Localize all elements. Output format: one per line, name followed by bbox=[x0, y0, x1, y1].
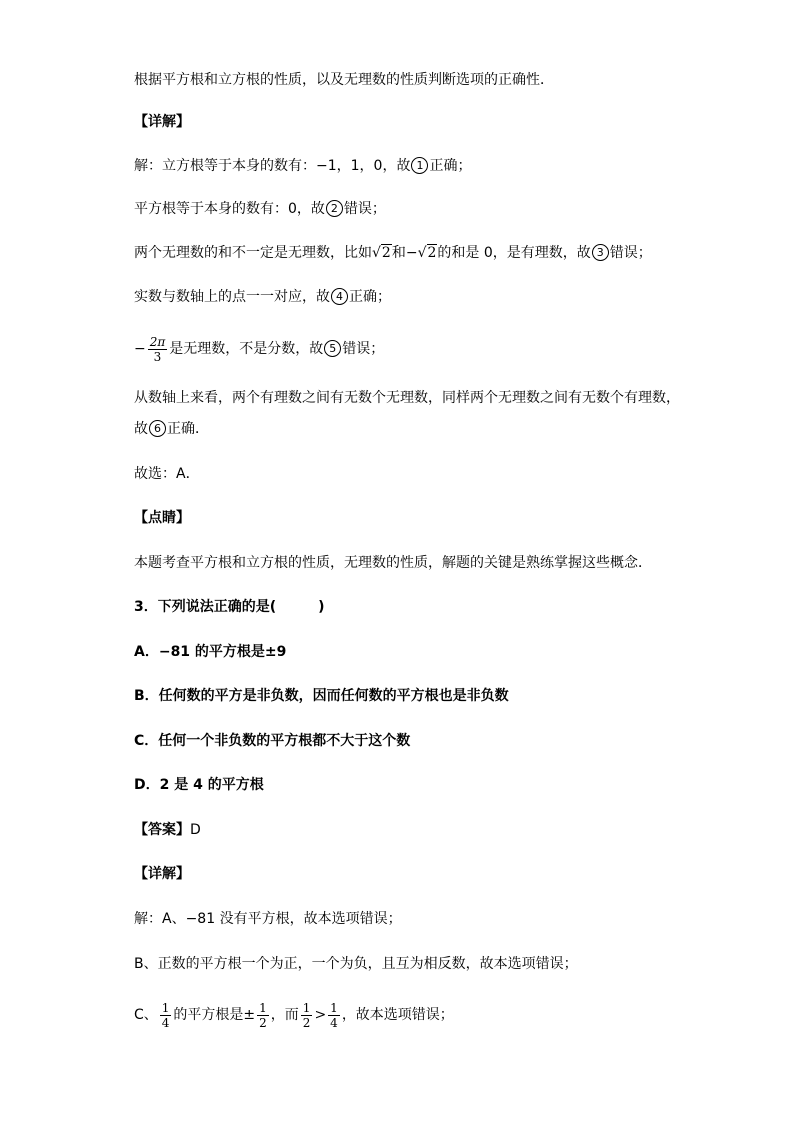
fraction-1-2-b: $\frac{1}{2}$ bbox=[302, 1000, 311, 1030]
comment-heading: 【点睛】 bbox=[134, 510, 190, 526]
text: 两个无理数的和不一定是无理数，比如 bbox=[134, 245, 372, 261]
solution-line-2 bbox=[134, 199, 386, 219]
text: 实数与数轴上的点一一对应，故 bbox=[134, 289, 330, 305]
solution-line-5 bbox=[134, 334, 384, 364]
option-a: A．−81 的平方根是±9 bbox=[134, 644, 287, 660]
circled-3: 3 bbox=[592, 244, 609, 261]
text: 错误； bbox=[343, 201, 386, 217]
circled-2: 2 bbox=[326, 200, 343, 217]
text: 错误； bbox=[342, 341, 385, 357]
solution-line-3 bbox=[134, 243, 652, 263]
text: 是无理数，不是分数，故 bbox=[169, 341, 324, 357]
solution-b: B、正数的平方根一个为正，一个为负，且互为相反数，故本选项错误； bbox=[134, 956, 578, 972]
sqrt-2-neg: √2 bbox=[417, 245, 437, 261]
solution-a: 解：A、−81 没有平方根，故本选项错误； bbox=[134, 911, 402, 927]
fraction-2pi-over-3: $\frac{2\pi}{3}$ bbox=[149, 334, 166, 364]
answer-label: 【答案】 bbox=[134, 822, 190, 838]
text: 故 bbox=[134, 421, 148, 437]
answer-value: D bbox=[190, 822, 201, 838]
detail-heading: 【详解】 bbox=[134, 114, 190, 130]
solution-line-4 bbox=[134, 287, 391, 307]
fraction-1-2: $\frac{1}{2}$ bbox=[259, 1000, 267, 1030]
text: 解：立方根等于本身的数有：−1，1，0，故 bbox=[134, 158, 411, 174]
option-d: D．2 是 4 的平方根 bbox=[134, 777, 264, 793]
text: 的和是 0，是有理数，故 bbox=[437, 245, 591, 261]
text: 错误； bbox=[609, 245, 652, 261]
fraction-1-4-b: $\frac{1}{4}$ bbox=[330, 1000, 338, 1030]
answer-line bbox=[134, 820, 201, 840]
text: 平方根等于本身的数有：0，故 bbox=[134, 201, 325, 217]
circled-1: 1 bbox=[411, 157, 428, 174]
text: 正确； bbox=[429, 158, 472, 174]
text: ，故本选项错误； bbox=[341, 1007, 454, 1023]
text: 的平方根是± bbox=[173, 1007, 256, 1023]
option-c: C．任何一个非负数的平方根都不大于这个数 bbox=[134, 733, 411, 749]
text: C、 bbox=[134, 1007, 158, 1023]
comment-text: 本题考查平方根和立方根的性质，无理数的性质，解题的关键是熟练掌握这些概念． bbox=[134, 555, 652, 571]
option-b: B．任何数的平方是非负数，因而任何数的平方根也是非负数 bbox=[134, 688, 509, 704]
solution-line-6: 从数轴上来看，两个有理数之间有无数个无理数，同样两个无理数之间有无数个有理数， bbox=[134, 390, 680, 406]
text: 正确． bbox=[167, 421, 209, 437]
solution-line-1 bbox=[134, 156, 471, 176]
question-3: 3．下列说法正确的是( ) bbox=[134, 599, 325, 615]
choice-line: 故选：A． bbox=[134, 466, 200, 482]
analysis-text: 根据平方根和立方根的性质，以及无理数的性质判断选项的正确性． bbox=[134, 72, 554, 88]
circled-4: 4 bbox=[331, 288, 348, 305]
detail-heading-2: 【详解】 bbox=[134, 866, 190, 882]
minus-sign: − bbox=[134, 341, 146, 357]
text: 和− bbox=[391, 245, 418, 261]
greater-than: > bbox=[314, 1007, 327, 1023]
circled-5: 5 bbox=[324, 340, 341, 357]
solution-c bbox=[134, 1000, 454, 1030]
sqrt-2: √2 bbox=[372, 245, 391, 261]
solution-line-7 bbox=[134, 419, 209, 439]
circled-6: 6 bbox=[149, 420, 166, 437]
fraction-1-4: $\frac{1}{4}$ bbox=[161, 1000, 170, 1030]
text: 正确； bbox=[349, 289, 391, 305]
text: ，而 bbox=[270, 1007, 299, 1023]
